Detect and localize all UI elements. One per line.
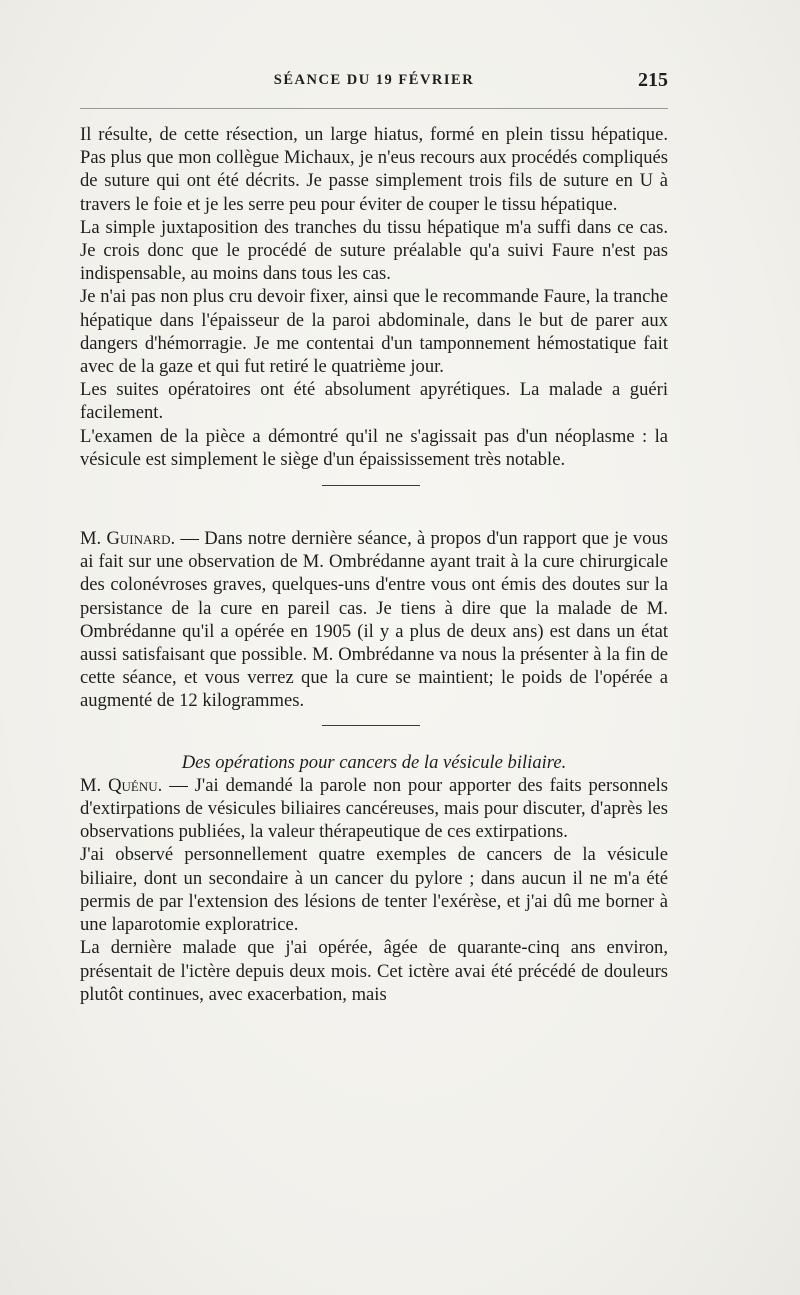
speaker-prefix: M. bbox=[80, 528, 102, 550]
paragraph: La dernière malade que j'ai opérée, âgée de quarante-cinq ans environ, présentait de l'ictère depuis deux mois. Cet ictère avai été précédé de douleurs plutôt continues, avec exacerbation, mais bbox=[80, 937, 668, 1005]
speech-text: — J'ai demandé la parole non pour apporter des faits personnels d'extirpations de vésicules biliaires cancéreuses, mais pour discuter, d'après les observations publiées, la valeur thérapeutique de ces extirpations. bbox=[80, 774, 668, 843]
speaker-name: Guinard. bbox=[106, 528, 176, 550]
speech-text: — Dans notre dernière séance, à propos d'un rapport que je vous ai fait sur une observation de M. Ombrédanne ayant trait à la cure chirurgicale des colonévroses graves, quelques-uns d'entre vous ont émis des doutes sur la persistance de la cure en pareil cas. Je tiens à dire que la malade de M. Ombrédanne qu'il a opérée en 1905 (il y a plus de deux ans) est dans un état aussi satisfaisant que possible. M. Ombrédanne va nous la présenter à la fin de cette séance, et vous verrez que la cure se maintient; le poids de l'opérée a augmenté de 12 kilogrammes. bbox=[80, 528, 668, 712]
paragraph: J'ai observé personnellement quatre exemples de cancers de la vésicule biliaire, dont un secondaire à un cancer du pylore ; dans aucun il ne m'a été permis de par l'extension des lésions de tenter l'exérèse, et j'ai dû me borner à une laparotomie exploratrice. bbox=[80, 844, 668, 936]
paragraph: La simple juxtaposition des tranches du tissu hépatique m'a suffi dans ce cas. Je crois donc que le procédé de suture préalable qu'a suivi Faure n'est pas indispensable, au moins dans tous les cas. bbox=[80, 216, 668, 285]
speaker-name: Quénu. bbox=[108, 774, 163, 796]
paragraph: Je n'ai pas non plus cru devoir fixer, ainsi que le recommande Faure, la tranche hépatique dans l'épaisseur de la paroi abdominale, dans le but de parer aux dangers d'hémorragie. Je me contentai d'un tamponnement hémostatique fait avec de la gaze et qui fut retiré le quatrième jour. bbox=[80, 286, 668, 378]
guinard-paragraph bbox=[80, 527, 668, 713]
page-header bbox=[80, 69, 668, 102]
quenu-paragraph bbox=[80, 774, 668, 844]
paragraph: Il résulte, de cette résection, un large hiatus, formé en plein tissu hépatique. Pas plus que mon collègue Michaux, je n'eus recours aux procédés compliqués de suture qui ont été décrits. Je passe simplement trois fils de suture en U à travers le foie et je les serre peu pour éviter de couper le tissu hépatique. bbox=[80, 124, 668, 215]
section-separator bbox=[322, 725, 420, 726]
body-text bbox=[80, 123, 668, 1006]
paragraph: Les suites opératoires ont été absolument apyrétiques. La malade a guéri facilement. bbox=[80, 379, 668, 424]
speaker-prefix: M. bbox=[80, 774, 102, 796]
section-title: Des opérations pour cancers de la vésicule biliaire. bbox=[181, 751, 567, 773]
header-rule bbox=[80, 108, 668, 109]
paragraph: L'examen de la pièce a démontré qu'il ne s'agissait pas d'un néoplasme : la vésicule est simplement le siège d'un épaississement très notable. bbox=[80, 425, 668, 470]
page-number: 215 bbox=[638, 69, 668, 91]
section-separator bbox=[322, 485, 420, 486]
running-head: SÉANCE DU 19 FÉVRIER bbox=[273, 72, 475, 88]
